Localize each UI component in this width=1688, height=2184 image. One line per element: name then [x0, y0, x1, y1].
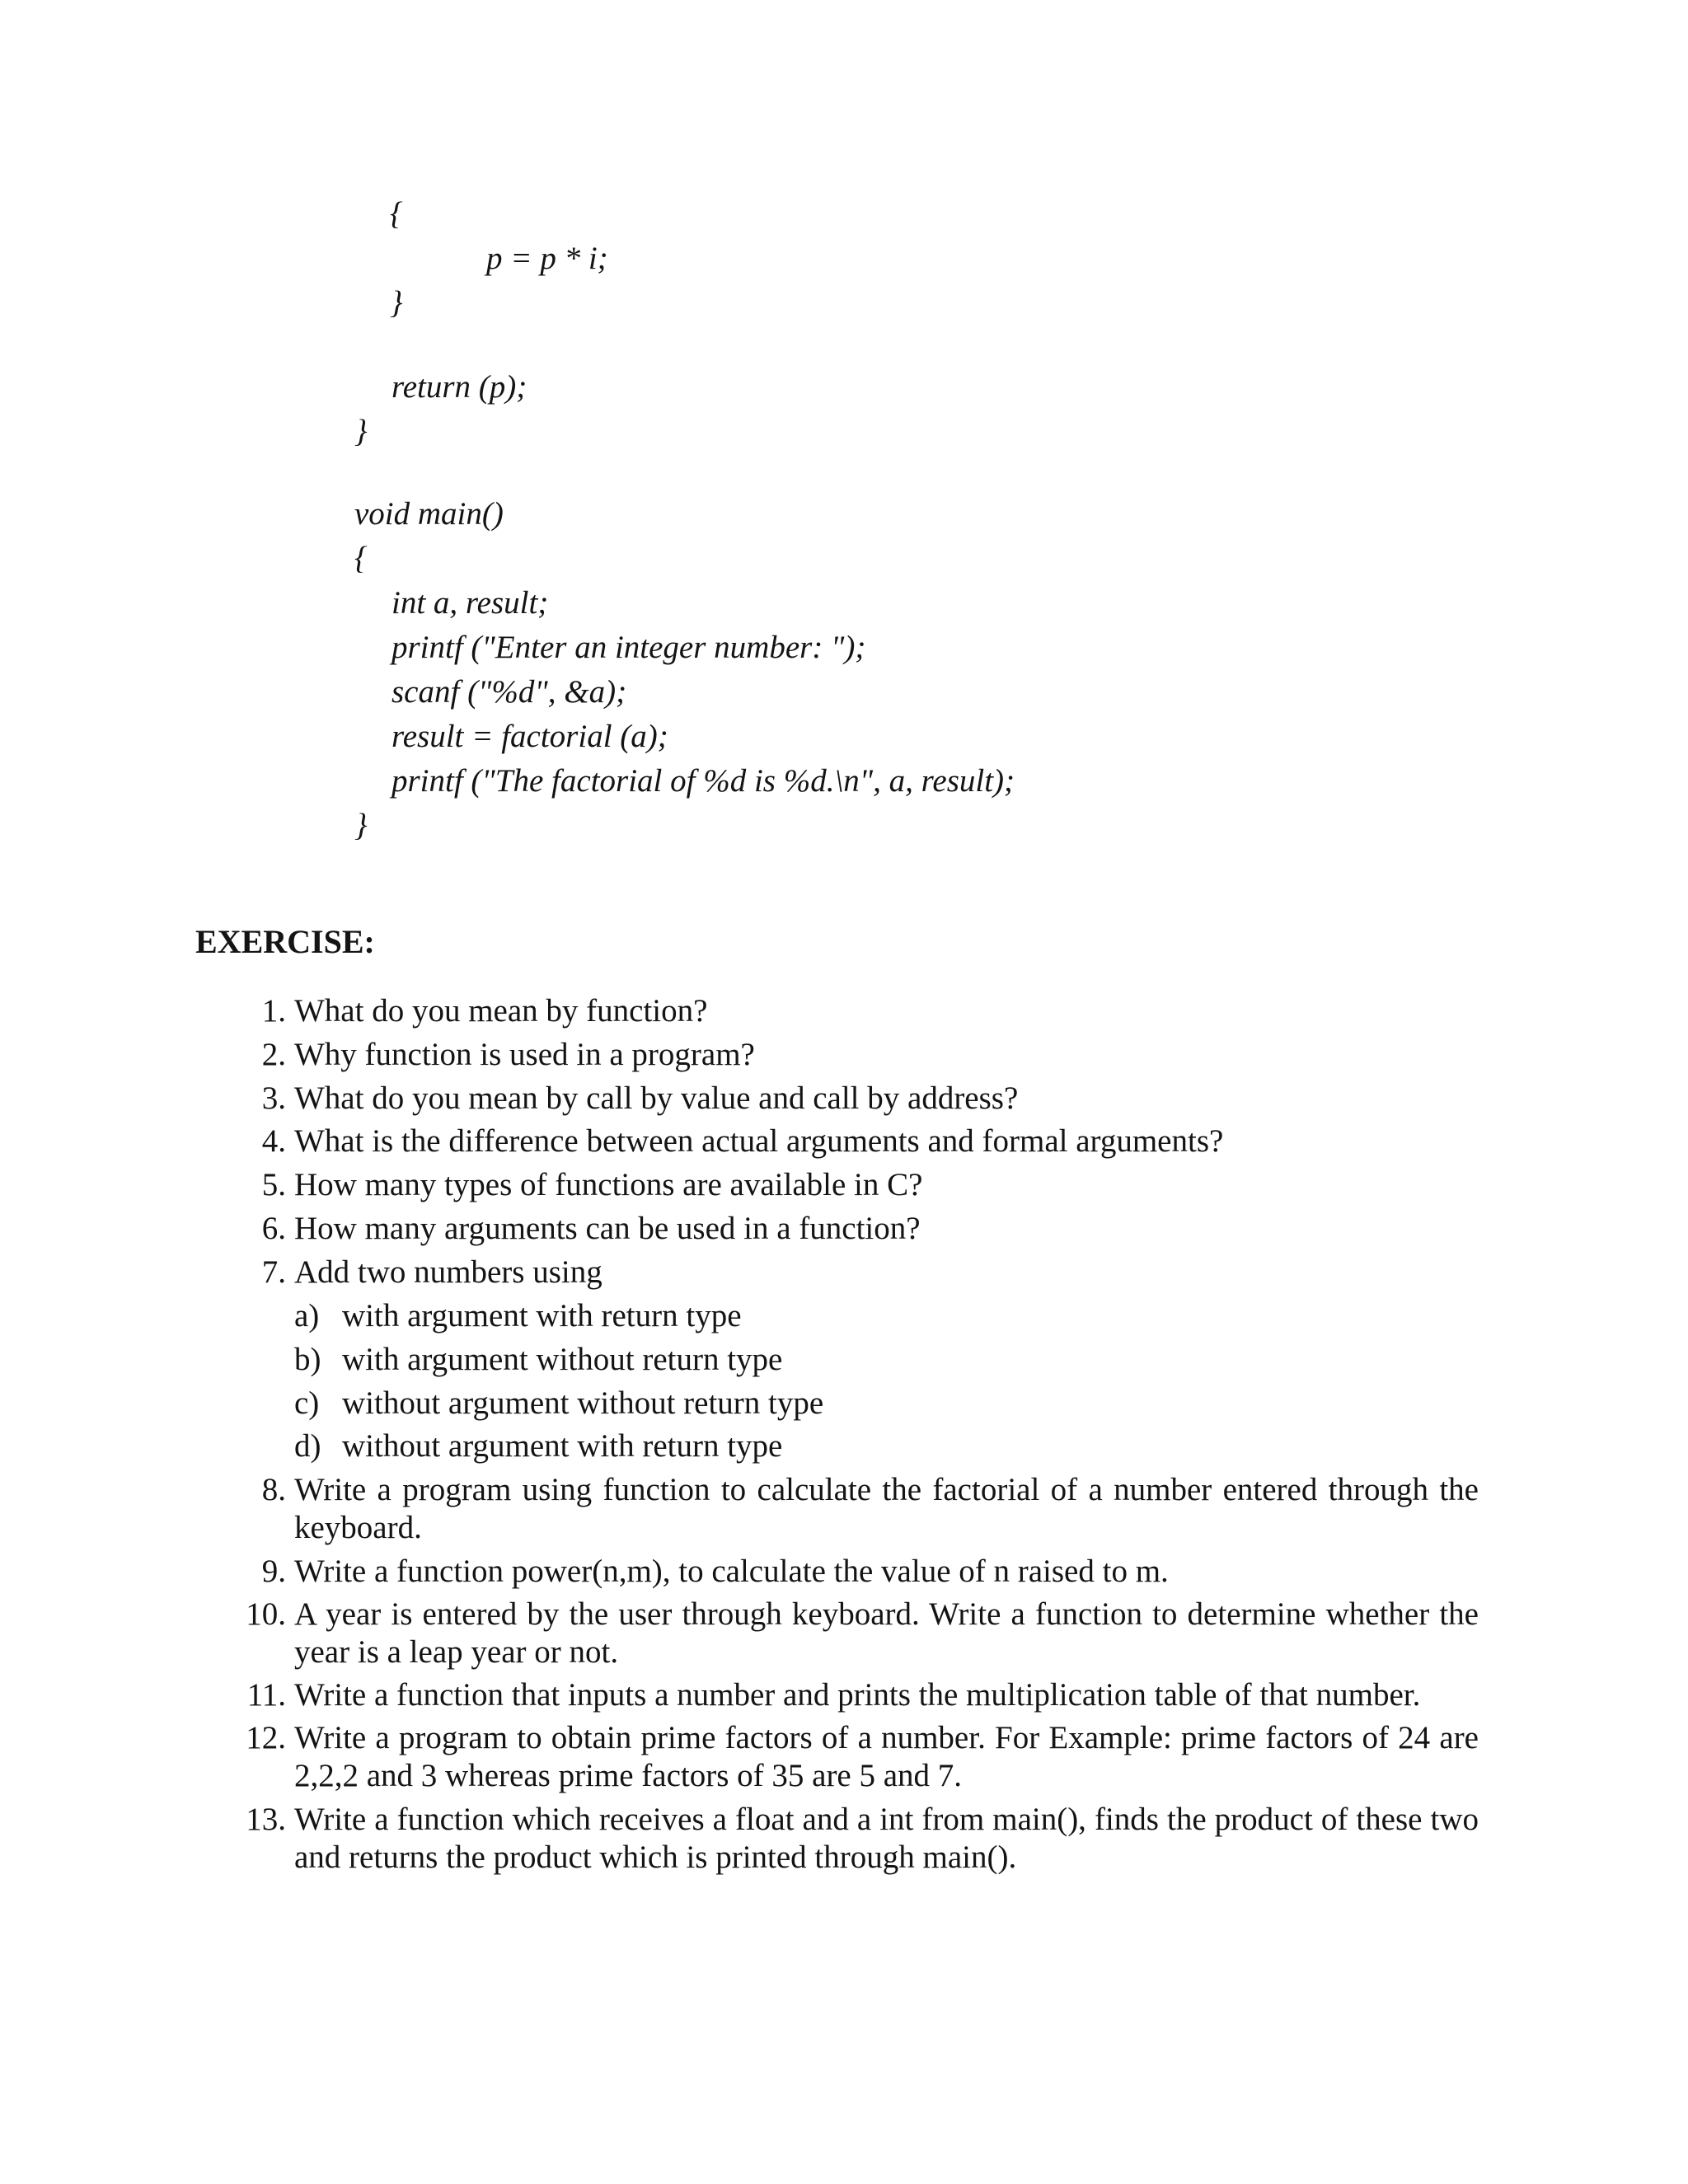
question-text: Write a function which receives a float and a int from main(), finds the product of these two and returns the product which is printed through main().	[294, 1802, 1479, 1875]
code-line-1: {	[390, 196, 403, 232]
subitem-label: b)	[294, 1342, 321, 1377]
question-number: 9.	[261, 1554, 286, 1589]
question-4	[261, 1122, 1479, 1160]
code-line-10: scanf ("%d", &a);	[392, 674, 627, 710]
exercise-heading: EXERCISE:	[195, 923, 375, 960]
code-line-9: printf ("Enter an integer number: ");	[392, 630, 866, 665]
question-number: 10.	[246, 1596, 286, 1632]
question-text: What do you mean by call by value and call by address?	[294, 1080, 1019, 1116]
code-line-4: return (p);	[392, 369, 528, 405]
question-text: Write a program to obtain prime factors of a number. For Example: prime factors of 24 are 2,2,2 and 3 whereas prime factors of 35 are 5 and 7.	[294, 1720, 1479, 1793]
code-line-12: printf ("The factorial of %d is %d.\n", a, result);	[392, 763, 1015, 799]
question-number: 7.	[261, 1254, 286, 1290]
question-text: Why function is used in a program?	[294, 1037, 755, 1072]
code-line-6: void main()	[354, 496, 504, 532]
question-10	[246, 1596, 1479, 1671]
question-9	[261, 1553, 1479, 1591]
question-11	[246, 1676, 1479, 1714]
question-text: How many types of functions are available in C?	[294, 1167, 923, 1202]
question-5	[261, 1166, 1479, 1204]
question-number: 5.	[261, 1167, 286, 1202]
code-line-5: }	[354, 414, 368, 449]
question-text: What is the difference between actual arguments and formal arguments?	[294, 1123, 1224, 1159]
question-number: 1.	[261, 993, 286, 1029]
code-line-8: int a, result;	[392, 585, 549, 621]
question-12	[246, 1719, 1479, 1795]
question-1	[261, 992, 1479, 1030]
question-text: How many arguments can be used in a function?	[294, 1211, 921, 1246]
question-number: 6.	[261, 1211, 286, 1246]
question-text: What do you mean by function?	[294, 993, 708, 1029]
question-text: A year is entered by the user through keyboard. Write a function to determine whether the year is a leap year or not.	[294, 1596, 1479, 1670]
subitem-c	[294, 1385, 823, 1422]
subitem-text: without argument with return type	[342, 1428, 783, 1464]
question-text: Write a function that inputs a number and prints the multiplication table of that number.	[294, 1677, 1421, 1713]
question-number: 12.	[246, 1720, 286, 1755]
subitem-text: with argument without return type	[342, 1342, 783, 1377]
subitem-label: c)	[294, 1385, 320, 1421]
question-2	[261, 1036, 1479, 1074]
subitem-d	[294, 1427, 782, 1465]
question-8	[261, 1471, 1479, 1547]
code-line-13: }	[354, 808, 368, 843]
subitem-a	[294, 1297, 742, 1335]
question-number: 8.	[261, 1472, 286, 1507]
code-line-2: p = p * i;	[486, 241, 608, 276]
question-text: Write a program using function to calculate the factorial of a number entered through the keyboard.	[294, 1472, 1479, 1545]
subitem-text: without argument without return type	[342, 1385, 824, 1421]
question-13	[246, 1801, 1479, 1877]
code-line-11: result = factorial (a);	[392, 719, 668, 754]
code-line-3: }	[390, 285, 403, 321]
question-number: 2.	[261, 1037, 286, 1072]
subitem-label: d)	[294, 1428, 321, 1464]
subitem-b	[294, 1341, 782, 1379]
subitem-text: with argument with return type	[342, 1298, 742, 1333]
question-text: Write a function power(n,m), to calculate the value of n raised to m.	[294, 1554, 1169, 1589]
question-text: Add two numbers using	[294, 1254, 603, 1290]
question-6	[261, 1210, 1479, 1248]
question-3	[261, 1080, 1479, 1118]
code-line-7: {	[354, 541, 368, 576]
question-number: 11.	[246, 1677, 286, 1713]
question-number: 3.	[261, 1080, 286, 1116]
question-number: 4.	[261, 1123, 286, 1159]
question-7	[261, 1254, 1479, 1291]
subitem-label: a)	[294, 1298, 320, 1333]
question-number: 13.	[246, 1802, 286, 1837]
